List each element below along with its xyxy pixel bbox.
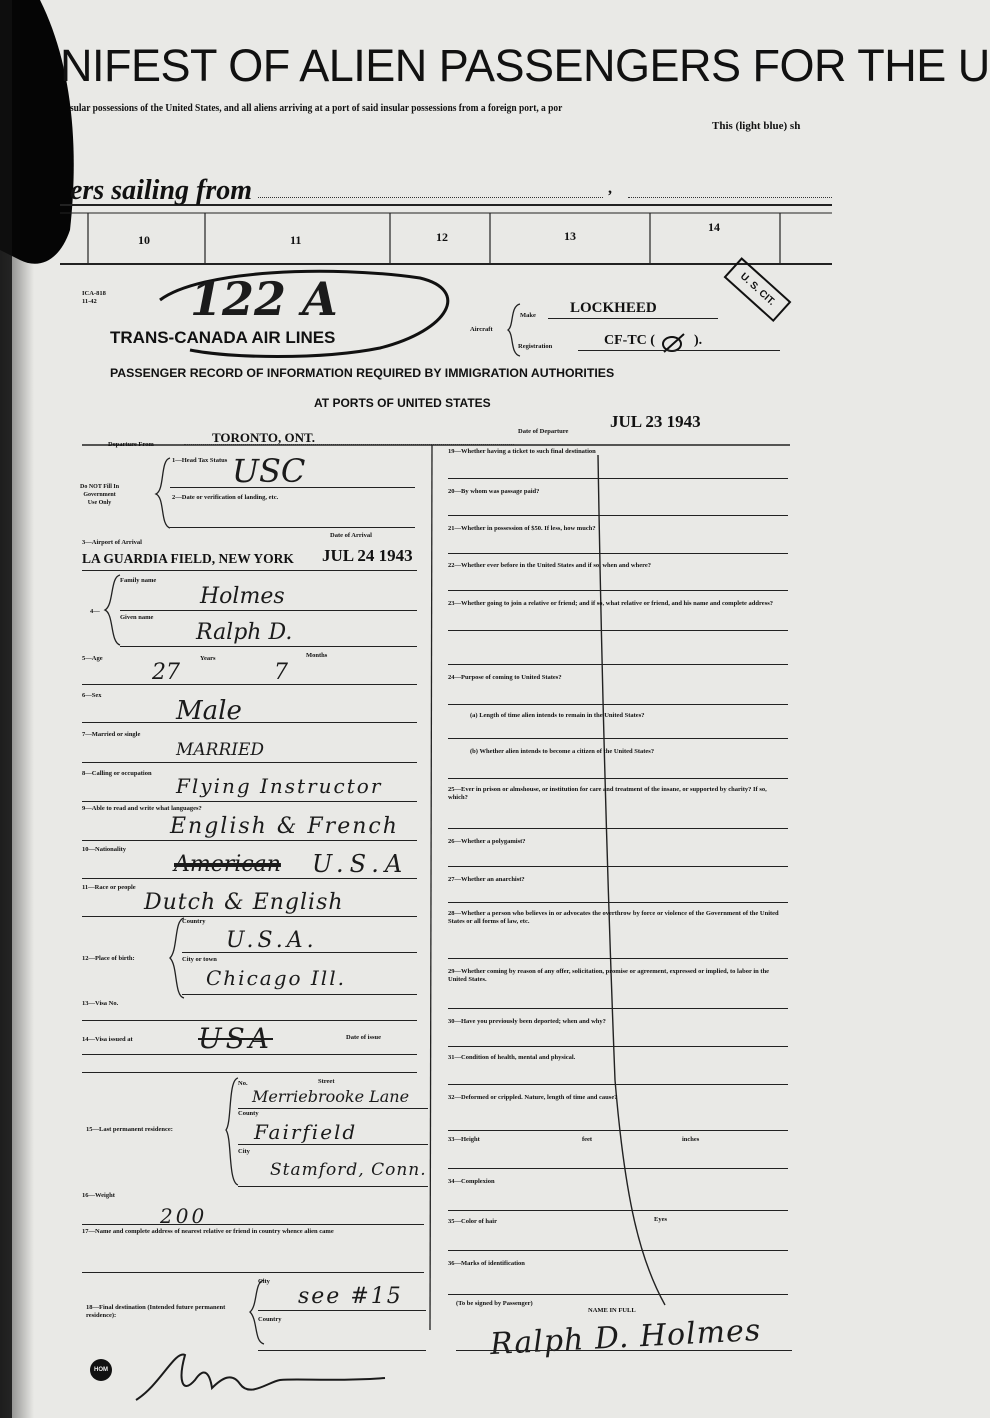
date-departure-label: Date of Departure — [518, 428, 569, 435]
airline-name: TRANS-CANADA AIR LINES — [110, 328, 336, 347]
residence-label: 15—Last permanent residence: — [86, 1126, 173, 1133]
question-19: 19—Whether having a ticket to such final destination — [448, 448, 596, 455]
date-of-issue-label: Date of issue — [346, 1034, 382, 1041]
race-label: 11—Race or people — [82, 884, 136, 891]
question-27: 27—Whether an anarchist? — [448, 876, 525, 883]
birth-country: U.S.A. — [226, 928, 318, 953]
languages: English & French — [170, 814, 399, 839]
final-city: see #15 — [298, 1284, 403, 1309]
question-20: 20—By whom was passage paid? — [448, 488, 540, 495]
aircraft-make: LOCKHEED — [570, 300, 657, 316]
visa-issued-label: 14—Visa issued at — [82, 1036, 133, 1043]
date-departure: JUL 23 1943 — [610, 412, 701, 431]
airport-arrival: LA GUARDIA FIELD, NEW YORK — [82, 551, 294, 566]
head-tax-value: USC — [232, 452, 306, 490]
column-header: 11 — [290, 233, 302, 247]
residence-city: Stamford, Conn. — [270, 1160, 427, 1180]
weight: 200 — [160, 1204, 208, 1228]
manifest-title: NIFEST OF ALIEN PASSENGERS FOR THE U — [60, 40, 990, 91]
question-23: 23—Whether going to join a relative or friend; and if so, what relative or friend, and his name and complete address? — [448, 600, 773, 607]
birth-country-label: Country — [182, 918, 206, 925]
eyes-label: Eyes — [654, 1216, 667, 1223]
residence-county-label: County — [238, 1110, 259, 1117]
column-header: 13 — [564, 229, 576, 243]
languages-label: 9—Able to read and write what languages? — [82, 805, 202, 812]
question-35: 35—Color of hair — [448, 1218, 497, 1225]
card-subheading: AT PORTS OF UNITED STATES — [314, 396, 491, 410]
years-label: Years — [200, 655, 216, 662]
head-tax-label: 1—Head Tax Status — [172, 457, 228, 464]
birth-city: Chicago Ill. — [206, 966, 346, 990]
question-30: 30—Have you previously been deported; when and why? — [448, 1018, 606, 1025]
aircraft-label: Aircraft — [470, 326, 493, 333]
us-cit-stamp: U. S. CIT. — [724, 257, 792, 322]
weight-label: 16—Weight — [82, 1192, 115, 1199]
calling-label: 8—Calling or occupation — [82, 770, 152, 777]
government-use-note: Do NOT Fill In Government Use Only — [80, 484, 120, 506]
final-destination-label: 18—Final destination (Intended future permanent residence): — [86, 1304, 226, 1319]
age-label: 5—Age — [82, 655, 103, 662]
question-24a: (a) Length of time alien intends to remain in the United States? — [470, 712, 645, 719]
sailing-from-label: ers sailing from — [70, 175, 253, 206]
residence-no-label: No. — [238, 1080, 248, 1087]
date-arrival: JUL 24 1943 — [322, 546, 413, 565]
calling: Flying Instructor — [176, 774, 383, 798]
age-months: 7 — [274, 660, 288, 685]
question-22: 22—Whether ever before in the United States and if so, when and where? — [448, 562, 652, 569]
stamp-number: 122 A — [190, 272, 338, 326]
make-label: Make — [520, 312, 536, 319]
manifest-subtitle-right: This (light blue) sh — [712, 120, 801, 132]
question-26: 26—Whether a polygamist? — [448, 838, 526, 845]
birth-city-label: City or town — [182, 956, 217, 963]
form-code: ICA-818 11-42 — [82, 290, 106, 305]
aircraft-registration: CF-TC ( — [604, 333, 655, 348]
registration-end: ). — [694, 333, 703, 348]
question-25: 25—Ever in prison or almshouse, or institution for care and treatment of the insane, or supported by charity? If so, which? — [448, 786, 767, 801]
relative-label: 17—Name and complete address of nearest relative or friend in country whence alien came — [82, 1228, 334, 1235]
column-header: 12 — [436, 230, 448, 244]
nationality-label: 10—Nationality — [82, 846, 127, 853]
birth-label: 12—Place of birth: — [82, 955, 135, 962]
sex-label: 6—Sex — [82, 692, 102, 699]
final-country-label: Country — [258, 1316, 282, 1323]
visa-issued: USA — [198, 1022, 273, 1055]
given-name: Ralph D. — [196, 620, 293, 645]
visa-no-label: 13—Visa No. — [82, 1000, 119, 1007]
question-24: 24—Purpose of coming to United States? — [448, 674, 562, 681]
question-36: 36—Marks of identification — [448, 1260, 525, 1267]
residence-street-label: Street — [318, 1078, 335, 1085]
feet-label: feet — [582, 1136, 593, 1143]
manifest-subtitle: sular possessions of the United States, and all aliens arriving at a port of said insular possessions from a foreign port, a por — [70, 103, 563, 114]
nationality-struck: American — [174, 852, 281, 877]
column-header: 14 — [708, 220, 720, 234]
family-name-label: Family name — [120, 577, 157, 584]
sex: Male — [176, 696, 242, 726]
residence-county: Fairfield — [254, 1120, 358, 1144]
race: Dutch & English — [144, 890, 344, 915]
question-31: 31—Condition of health, mental and physical. — [448, 1054, 576, 1061]
name-in-full-label: NAME IN FULL — [588, 1307, 636, 1314]
question-24b: (b) Whether alien intends to become a citizen of the United States? — [470, 748, 655, 755]
airport-label: 3—Airport of Arrival — [82, 539, 142, 546]
date-verification-label: 2—Date or verification of landing, etc. — [172, 494, 279, 501]
nationality: U.S.A — [312, 850, 409, 878]
departure-from: TORONTO, ONT. — [212, 430, 315, 445]
column-header: 10 — [138, 233, 150, 247]
stamp-logo: HOM — [90, 1359, 112, 1381]
registration-label: Registration — [518, 343, 553, 350]
married-label: 7—Married or single — [82, 731, 141, 738]
question-29: 29—Whether coming by reason of any offer, solicitation, promise or agreement, expressed or implied, to labor in the United States. — [448, 968, 770, 983]
signed-by-passenger-label: (To be signed by Passenger) — [456, 1300, 533, 1307]
age-years: 27 — [152, 660, 180, 685]
date-arrival-label: Date of Arrival — [330, 532, 372, 539]
residence-city-label: City — [238, 1148, 250, 1155]
question-21: 21—Whether in possession of $50. If less, how much? — [448, 525, 596, 532]
family-name: Holmes — [200, 584, 285, 609]
comma: , — [608, 180, 612, 197]
residence-street: Merriebrooke Lane — [252, 1087, 410, 1106]
name-number: 4— — [90, 608, 100, 615]
question-32: 32—Deformed or crippled. Nature, length of time and cause? — [448, 1094, 618, 1101]
passenger-signature: Ralph D. Holmes — [489, 1312, 763, 1363]
card-heading: PASSENGER RECORD OF INFORMATION REQUIRED BY IMMIGRATION AUTHORITIES — [110, 366, 615, 380]
final-city-label: City — [258, 1278, 270, 1285]
married: MARRIED — [176, 740, 265, 760]
given-name-label: Given name — [120, 614, 154, 621]
question-34: 34—Complexion — [448, 1178, 495, 1185]
departure-from-label: Departure From — [108, 441, 154, 448]
question-33: 33—Height — [448, 1136, 480, 1143]
months-label: Months — [306, 652, 328, 659]
inches-label: inches — [682, 1136, 700, 1143]
question-28: 28—Whether a person who believes in or advocates the overthrow by force or violence of the Government of the United States or all forms of law, etc. — [448, 910, 779, 925]
